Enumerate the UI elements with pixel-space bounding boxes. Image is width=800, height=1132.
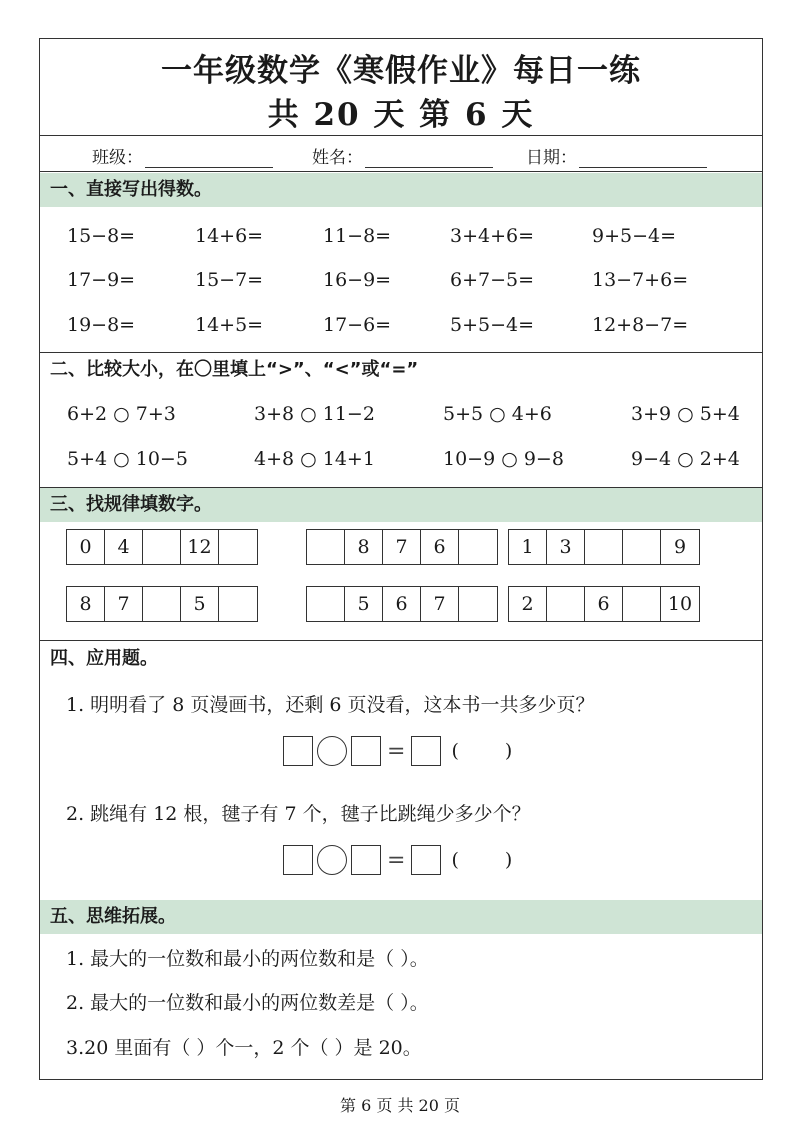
operator-circle[interactable] [317, 845, 347, 875]
grid-cell[interactable]: 6 [585, 587, 623, 621]
section1-heading: 一、直接写出得数。 [40, 173, 762, 207]
page-title: 一年级数学《寒假作业》每日一练 [161, 53, 641, 89]
worksheet-frame [39, 38, 763, 1080]
calc-item: 11−8= [323, 225, 392, 247]
grid-cell[interactable] [459, 530, 497, 564]
thinking-question-3: 3.20 里面有（ ）个一，2 个（ ）是 20。 [66, 1037, 422, 1059]
grid-cell[interactable]: 2 [509, 587, 547, 621]
grid-cell[interactable] [623, 530, 661, 564]
answer-box[interactable] [351, 736, 381, 766]
answer-row-2 [283, 845, 532, 875]
calc-item: 15−7= [195, 269, 264, 291]
page-footer: 第 6 页 共 20 页 [340, 1096, 460, 1115]
grid-cell[interactable]: 8 [345, 530, 383, 564]
compare-item: 6+2 ○ 7+3 [67, 403, 176, 425]
name-label: 姓名： [312, 148, 363, 168]
compare-item: 5+5 ○ 4+6 [443, 403, 552, 425]
compare-item: 10−9 ○ 9−8 [443, 448, 564, 470]
name-blank[interactable] [365, 151, 493, 168]
grid-cell[interactable]: 8 [67, 587, 105, 621]
pattern-grid [508, 586, 700, 622]
calc-item: 15−8= [67, 225, 136, 247]
grid-cell[interactable] [307, 530, 345, 564]
section-divider [40, 640, 762, 641]
grid-cell[interactable]: 12 [181, 530, 219, 564]
grid-cell[interactable] [307, 587, 345, 621]
section3-heading: 三、找规律填数字。 [40, 488, 762, 522]
grid-cell[interactable]: 6 [383, 587, 421, 621]
calc-item: 13−7+6= [592, 269, 689, 291]
thinking-question-1: 1. 最大的一位数和最小的两位数和是（ ）。 [66, 948, 429, 970]
date-blank[interactable] [579, 151, 707, 168]
grid-cell[interactable]: 7 [383, 530, 421, 564]
compare-item: 9−4 ○ 2+4 [631, 448, 740, 470]
grid-cell[interactable] [623, 587, 661, 621]
compare-item: 4+8 ○ 14+1 [254, 448, 375, 470]
pattern-grid [66, 529, 258, 565]
grid-cell[interactable]: 6 [421, 530, 459, 564]
calc-item: 12+8−7= [592, 314, 689, 336]
unit-paren[interactable]: ( ) [451, 740, 533, 762]
grid-cell[interactable]: 5 [181, 587, 219, 621]
pattern-grid [306, 529, 498, 565]
grid-cell[interactable]: 7 [105, 587, 143, 621]
grid-cell[interactable] [143, 530, 181, 564]
page-subtitle: 共 20 天 第 6 天 [267, 97, 535, 133]
equals-sign: = [387, 847, 406, 873]
grid-cell[interactable] [585, 530, 623, 564]
compare-item: 3+9 ○ 5+4 [631, 403, 740, 425]
student-info-row [40, 135, 762, 172]
compare-item: 3+8 ○ 11−2 [254, 403, 375, 425]
pattern-grid [66, 586, 258, 622]
date-field[interactable] [526, 143, 707, 168]
name-field[interactable] [312, 143, 493, 168]
grid-cell[interactable]: 4 [105, 530, 143, 564]
answer-row-1 [283, 736, 532, 766]
grid-cell[interactable] [219, 530, 257, 564]
answer-box[interactable] [351, 845, 381, 875]
section5-heading: 五、思维拓展。 [40, 900, 762, 934]
grid-cell[interactable]: 1 [509, 530, 547, 564]
calc-item: 6+7−5= [450, 269, 535, 291]
calc-item: 3+4+6= [450, 225, 535, 247]
answer-box[interactable] [411, 736, 441, 766]
calc-item: 17−9= [67, 269, 136, 291]
grid-cell[interactable]: 10 [667, 593, 693, 615]
grid-cell[interactable] [143, 587, 181, 621]
answer-box[interactable] [283, 736, 313, 766]
word-problem-1: 1. 明明看了 8 页漫画书，还剩 6 页没看，这本书一共多少页？ [66, 694, 595, 716]
grid-cell[interactable] [459, 587, 497, 621]
title-block [40, 39, 762, 136]
class-blank[interactable] [145, 151, 273, 168]
calc-item: 19−8= [67, 314, 136, 336]
equals-sign: = [387, 738, 406, 764]
grid-cell[interactable] [219, 587, 257, 621]
class-field[interactable] [92, 143, 273, 168]
answer-box[interactable] [283, 845, 313, 875]
grid-cell[interactable]: 0 [67, 530, 105, 564]
calc-item: 16−9= [323, 269, 392, 291]
grid-cell[interactable]: 5 [345, 587, 383, 621]
pattern-grid [508, 529, 700, 565]
grid-cell[interactable]: 7 [421, 587, 459, 621]
calc-item: 9+5−4= [592, 225, 677, 247]
answer-box[interactable] [411, 845, 441, 875]
compare-item: 5+4 ○ 10−5 [67, 448, 188, 470]
operator-circle[interactable] [317, 736, 347, 766]
calc-item: 17−6= [323, 314, 392, 336]
section2-heading: 二、比较大小，在〇里填上“>”、“<”或“=” [50, 359, 419, 380]
grid-cell[interactable] [547, 587, 585, 621]
calc-item: 5+5−4= [450, 314, 535, 336]
date-label: 日期： [526, 148, 577, 168]
section4-heading: 四、应用题。 [50, 648, 158, 669]
grid-cell[interactable]: 3 [547, 530, 585, 564]
unit-paren[interactable]: ( ) [451, 849, 533, 871]
word-problem-2: 2. 跳绳有 12 根，毽子有 7 个，毽子比跳绳少多少个？ [66, 803, 531, 825]
thinking-question-2: 2. 最大的一位数和最小的两位数差是（ ）。 [66, 992, 429, 1014]
pattern-grid [306, 586, 498, 622]
grid-cell[interactable]: 9 [673, 536, 687, 558]
class-label: 班级： [92, 148, 143, 168]
calc-item: 14+6= [195, 225, 264, 247]
calc-item: 14+5= [195, 314, 264, 336]
